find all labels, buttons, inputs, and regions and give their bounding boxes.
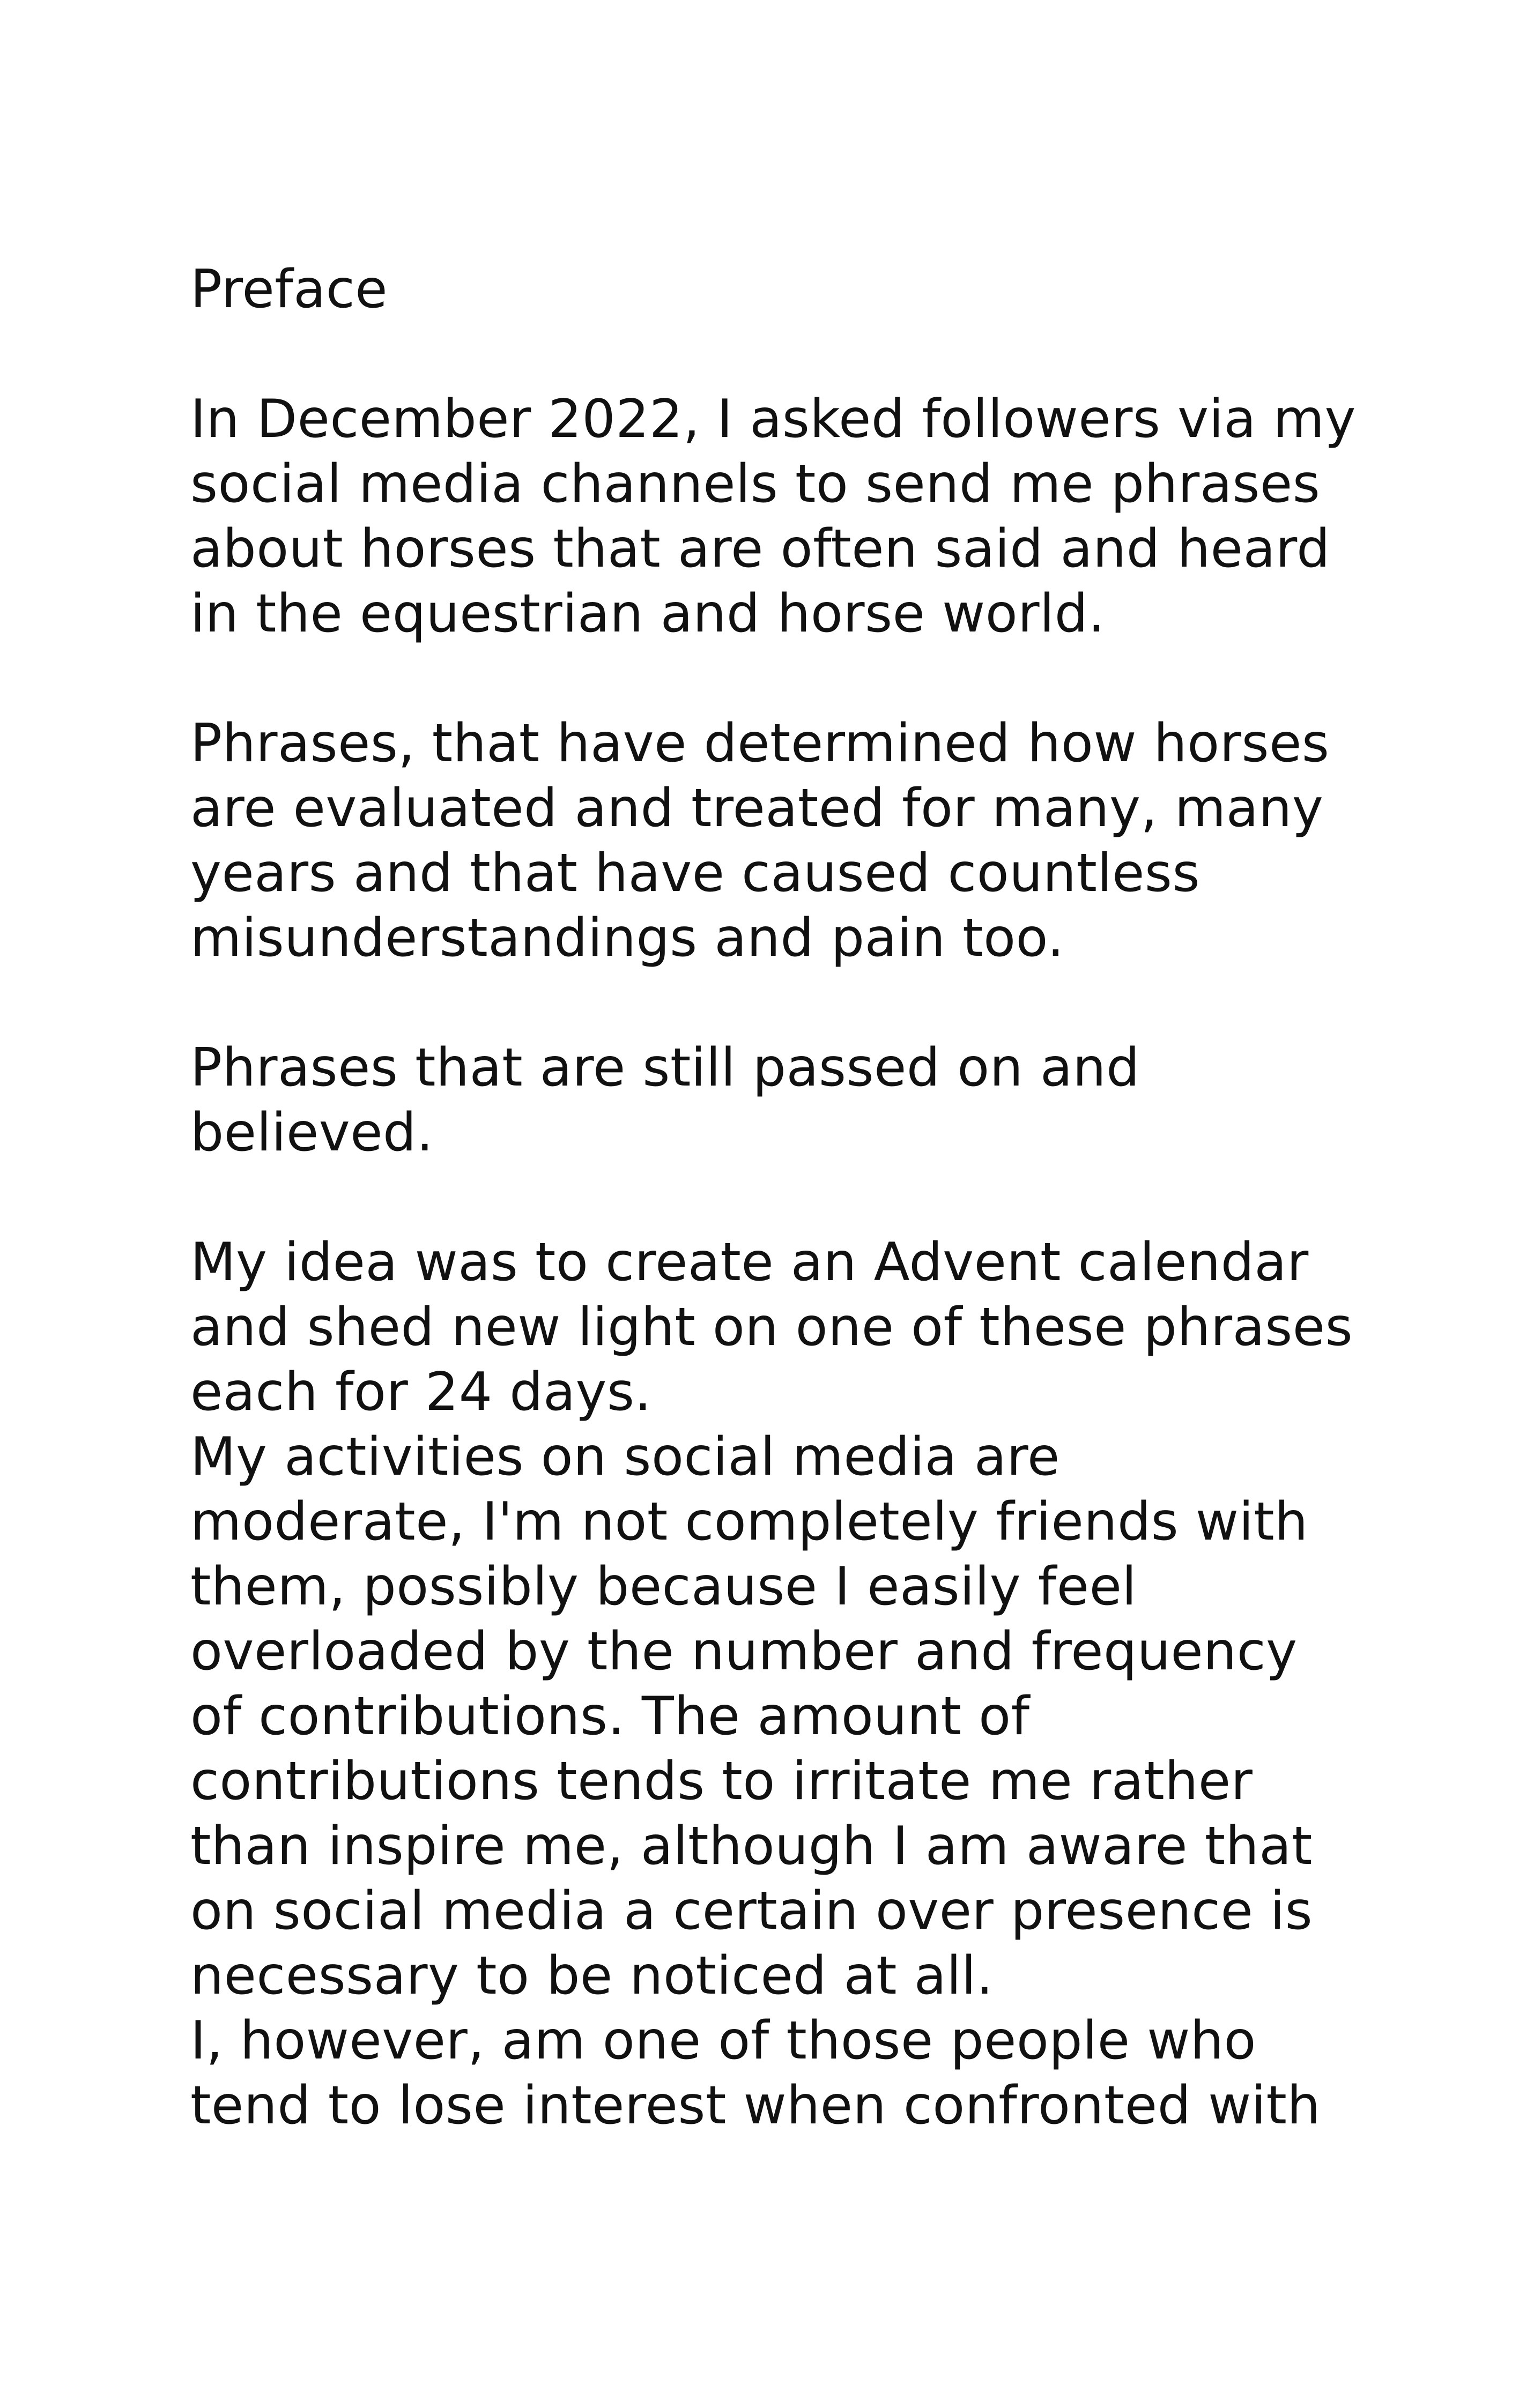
paragraph-line: and shed new light on one of these phrases <box>190 1297 1353 1358</box>
paragraph-line: misunderstandings and pain too. <box>190 908 1064 969</box>
page-title: Preface <box>190 259 388 320</box>
paragraph-spacer <box>190 1165 1370 1230</box>
paragraph-line: each for 24 days. <box>190 1362 652 1423</box>
paragraph-line: tend to lose interest when confronted with <box>190 2075 1321 2136</box>
paragraph-line: believed. <box>190 1102 434 1163</box>
paragraph-4 <box>190 1230 1370 2138</box>
paragraph-line: about horses that are often said and heard <box>190 518 1330 579</box>
paragraph-line: on social media a certain over presence is <box>190 1881 1313 1942</box>
paragraph-2 <box>190 711 1370 971</box>
paragraph-line: Phrases that are still passed on and <box>190 1037 1140 1098</box>
paragraph-line: My idea was to create an Advent calendar <box>190 1232 1309 1293</box>
paragraph-line: necessary to be noticed at all. <box>190 1945 994 2006</box>
paragraph-line: I, however, am one of those people who <box>190 2010 1256 2071</box>
paragraph-line: overloaded by the number and frequency <box>190 1621 1298 1682</box>
paragraph-line: social media channels to send me phrases <box>190 454 1321 515</box>
paragraph-line: Phrases, that have determined how horses <box>190 713 1330 774</box>
paragraph-line: in the equestrian and horse world. <box>190 583 1106 644</box>
paragraph-line: years and that have caused countless <box>190 843 1201 904</box>
paragraph-1 <box>190 387 1370 646</box>
paragraph-spacer <box>190 322 1370 387</box>
paragraph-line: them, possibly because I easily feel <box>190 1556 1137 1617</box>
paragraph-line: than inspire me, although I am aware that <box>190 1816 1313 1877</box>
paragraph-line: are evaluated and treated for many, many <box>190 778 1324 839</box>
paragraph-spacer <box>190 971 1370 1036</box>
paragraph-line: My activities on social media are <box>190 1426 1060 1488</box>
paragraph-line: of contributions. The amount of <box>190 1686 1030 1747</box>
paragraph-3 <box>190 1036 1370 1165</box>
paragraph-line: moderate, I'm not completely friends with <box>190 1491 1308 1552</box>
document-body <box>190 257 1370 2138</box>
paragraph-line: In December 2022, I asked followers via my <box>190 389 1356 450</box>
paragraph-spacer <box>190 646 1370 711</box>
paragraph-line: contributions tends to irritate me rather <box>190 1751 1253 1812</box>
